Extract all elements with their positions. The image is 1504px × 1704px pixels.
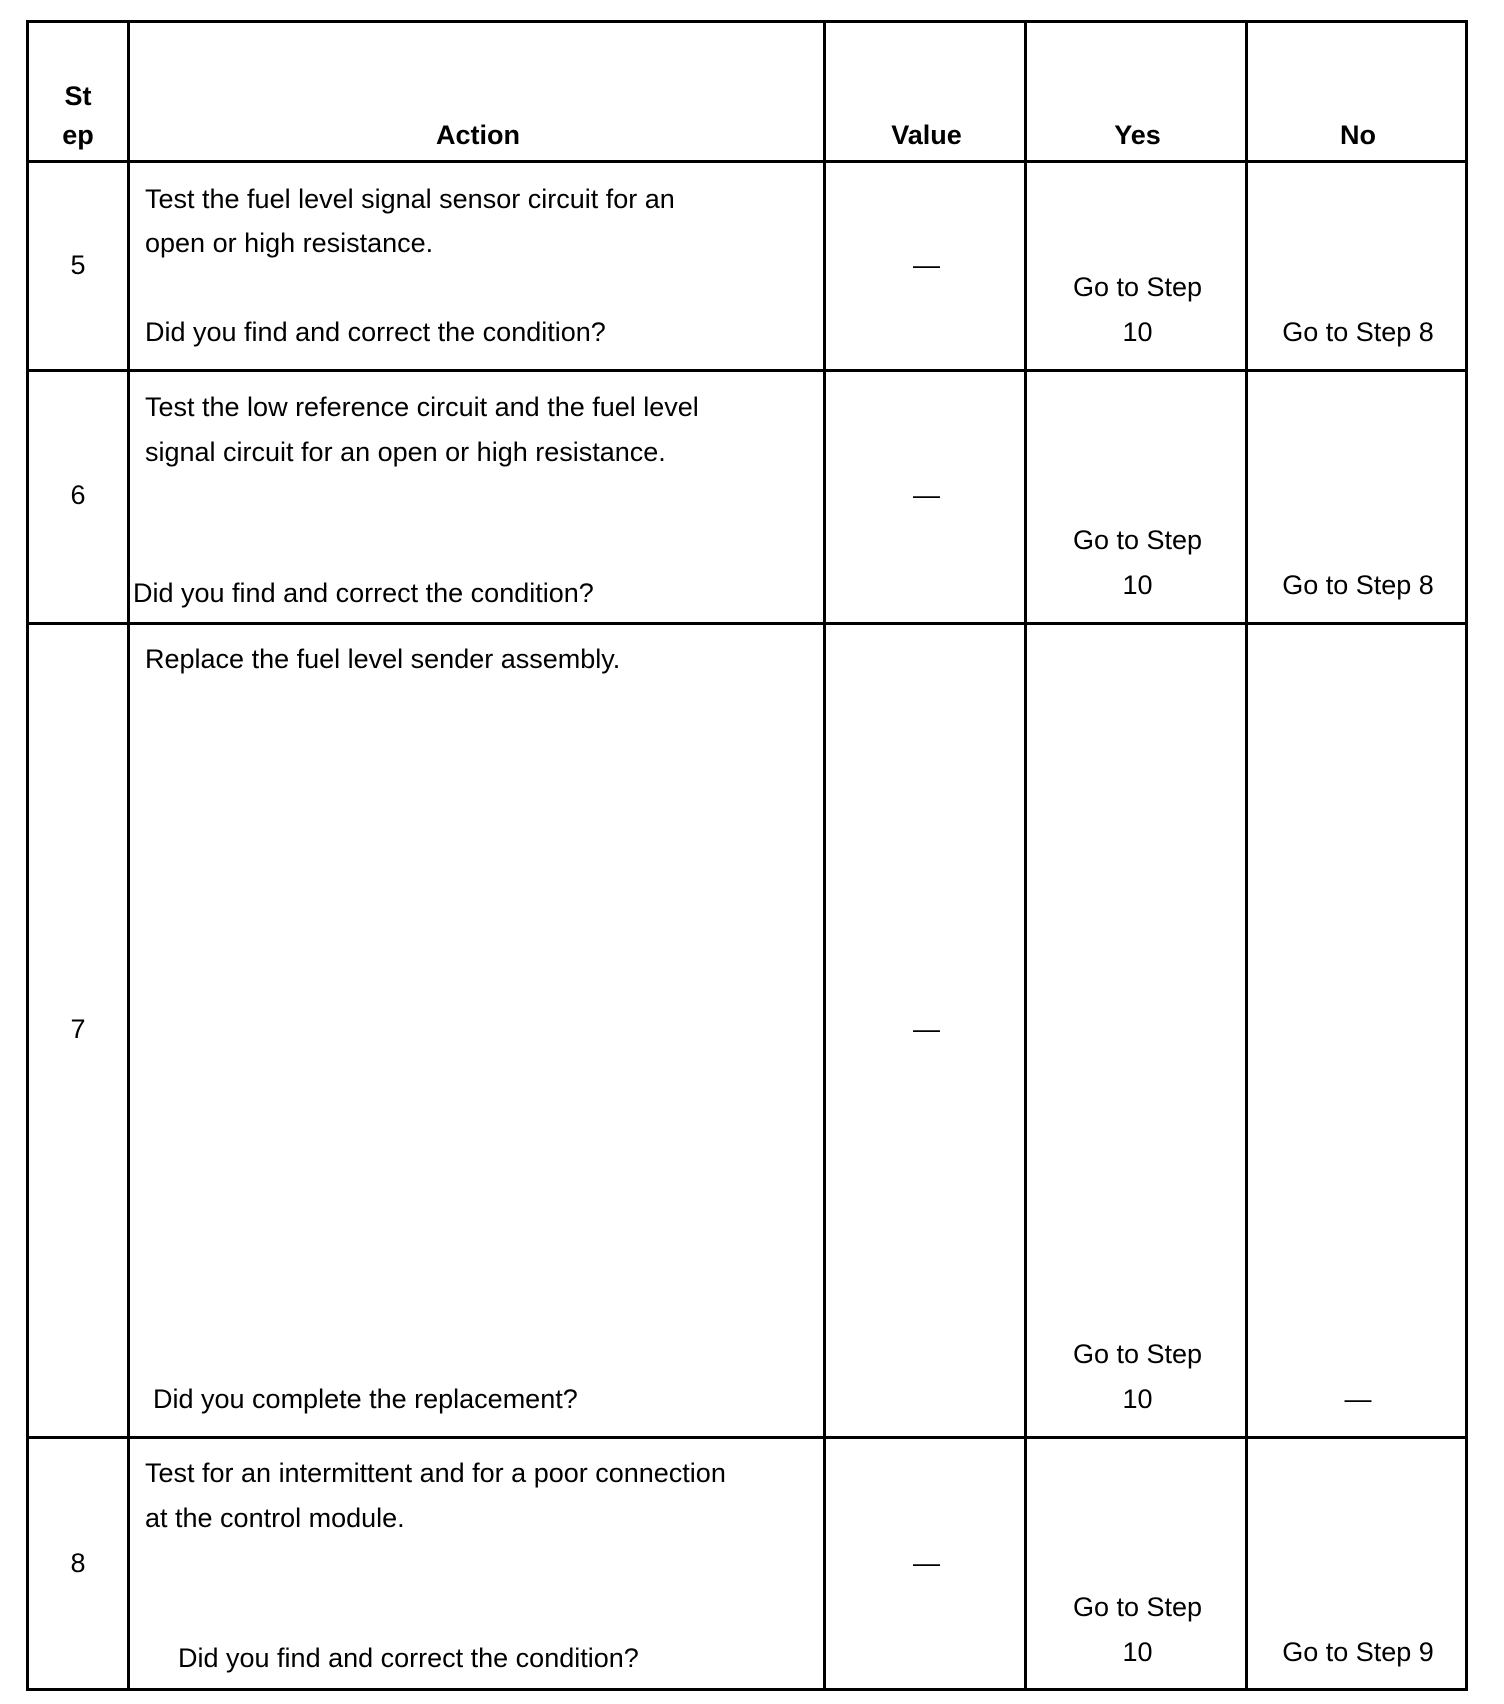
header-yes: Yes — [1114, 120, 1161, 150]
yes-result-step: 10 — [1122, 1384, 1153, 1414]
yes-result: Go to Step — [1072, 525, 1203, 555]
action-text: Test the fuel level signal sensor circuit for an — [145, 184, 675, 214]
row-divider — [26, 369, 1468, 372]
no-result: Go to Step 9 — [1282, 1637, 1434, 1667]
action-question: Did you find and correct the condition? — [133, 578, 594, 608]
yes-result: Go to Step — [1072, 1592, 1203, 1622]
value-dash: — — [913, 250, 940, 280]
step-number: 7 — [70, 1014, 86, 1044]
no-result: — — [1344, 1384, 1372, 1414]
row-divider — [26, 1436, 1468, 1439]
yes-result: Go to Step — [1072, 272, 1203, 302]
table-border-top — [26, 20, 1468, 23]
step-number: 8 — [70, 1548, 86, 1578]
row-divider — [26, 622, 1468, 625]
no-result: Go to Step 8 — [1282, 570, 1434, 600]
action-text: Replace the fuel level sender assembly. — [145, 644, 621, 674]
value-dash: — — [913, 1548, 940, 1578]
action-text: Test for an intermittent and for a poor connection — [145, 1458, 726, 1488]
yes-result-step: 10 — [1122, 317, 1153, 347]
yes-result-step: 10 — [1122, 570, 1153, 600]
action-question: Did you find and correct the condition? — [178, 1643, 639, 1673]
no-result: Go to Step 8 — [1282, 317, 1434, 347]
step-number: 6 — [70, 480, 86, 510]
yes-result-step: 10 — [1122, 1637, 1153, 1667]
value-dash: — — [913, 480, 940, 510]
action-question: Did you find and correct the condition? — [145, 317, 606, 347]
action-text: signal circuit for an open or high resistance. — [145, 437, 666, 467]
action-text: open or high resistance. — [145, 228, 434, 258]
header-no: No — [1340, 120, 1376, 150]
yes-result: Go to Step — [1072, 1339, 1203, 1369]
header-step-line2: ep — [62, 120, 94, 150]
step-number: 5 — [70, 250, 86, 280]
value-dash: — — [913, 1014, 940, 1044]
header-step-line1: St — [64, 81, 92, 111]
header-value: Value — [891, 120, 962, 150]
header-divider — [26, 160, 1468, 163]
action-text: at the control module. — [145, 1503, 405, 1533]
table-border-bottom — [26, 1688, 1468, 1691]
table-border-right — [1465, 20, 1468, 1691]
action-question: Did you complete the replacement? — [153, 1384, 578, 1414]
header-action: Action — [436, 120, 520, 150]
action-text: Test the low reference circuit and the fuel level — [145, 392, 699, 422]
